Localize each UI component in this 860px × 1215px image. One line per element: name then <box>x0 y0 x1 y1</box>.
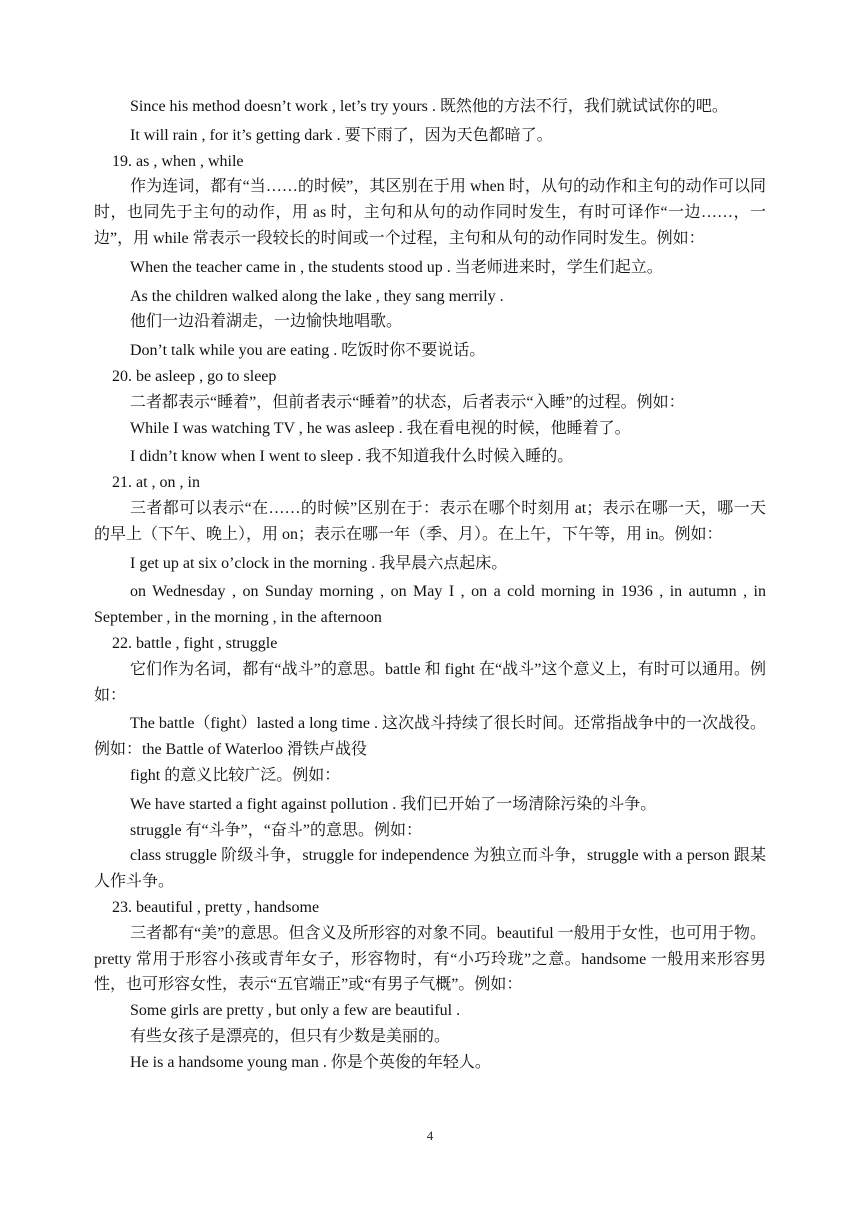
example-line: Since his method doesn’t work , let’s try yours . 既然他的方法不行，我们就试试你的吧。 <box>130 98 728 115</box>
example-line: I didn’t know when I went to sleep . 我不知道我什么时候入睡的。 <box>130 448 574 466</box>
example-line: fight 的意义比较广泛。例如： <box>130 766 341 784</box>
example-line: While I was watching TV , he was asleep . 我在看电视的时候，他睡着了。 <box>130 419 631 437</box>
page-number: 4 <box>426 1128 434 1143</box>
example-line: He is a handsome young man . 你是个英俊的年轻人。 <box>130 1053 491 1071</box>
example-line: As the children walked along the lake , they sang merrily . <box>130 287 504 305</box>
example-line: struggle 有“斗争”，“奋斗”的意思。例如： <box>130 821 422 839</box>
example-line: 有些女孩子是漂亮的，但只有少数是美丽的。 <box>130 1027 451 1045</box>
page-content <box>94 94 766 1075</box>
paragraph: 三者都可以表示“在……的时候”区别在于：表示在哪个时刻用 at；表示在哪一天，哪一天的早上（下午、晚上），用 on；表示在哪一年（季、月）。在上午，下午等，用 in。例如： <box>94 499 766 543</box>
section-heading: 22. battle , fight , struggle <box>112 634 278 652</box>
example-line: Don’t talk while you are eating . 吃饭时你不要说话。 <box>130 342 486 360</box>
example-line: 他们一边沿着湖走，一边愉快地唱歌。 <box>130 313 403 331</box>
paragraph: 它们作为名词，都有“战斗”的意思。battle 和 fight 在“战斗”这个意义上，有时可以通用。例如： <box>94 660 766 704</box>
section-heading: 19. as , when , while <box>112 152 244 170</box>
section-heading: 23. beautiful , pretty , handsome <box>112 898 320 916</box>
section-heading: 21. at , on , in <box>112 474 200 492</box>
example-line: When the teacher came in , the students stood up . 当老师进来时，学生们起立。 <box>130 258 663 276</box>
paragraph: on Wednesday , on Sunday morning , on May I , on a cold morning in 1936 , in autumn , in September , in the morning , in the afternoon <box>94 583 766 627</box>
example-line: Some girls are pretty , but only a few are beautiful . <box>130 1002 461 1020</box>
example-line: 二者都表示“睡着”，但前者表示“睡着”的状态，后者表示“入睡”的过程。例如： <box>130 393 685 411</box>
paragraph: The battle（fight）lasted a long time . 这次战斗持续了很长时间。还常指战争中的一次战役。例如：the Battle of Waterloo 滑铁卢战役 <box>94 715 766 759</box>
example-line: We have started a fight against pollution . 我们已开始了一场清除污染的斗争。 <box>130 795 657 813</box>
paragraph: class struggle 阶级斗争，struggle for independence 为独立而斗争，struggle with a person 跟某人作斗争。 <box>94 847 766 891</box>
paragraph: 三者都有“美”的意思。但含义及所形容的对象不同。beautiful 一般用于女性，也可用于物。pretty 常用于形容小孩或青年女子，形容物时，有“小巧玲珑”之意。handsome 一般用来形容男性，也可形容女性，表示“五官端正”或“有男子气概”。例如： <box>94 924 766 994</box>
example-line: I get up at six o’clock in the morning . 我早晨六点起床。 <box>130 554 508 572</box>
example-line: It will rain , for it’s getting dark . 要下雨了，因为天色都暗了。 <box>130 126 553 144</box>
section-heading: 20. be asleep , go to sleep <box>112 367 277 385</box>
paragraph: 作为连词，都有“当……的时候”，其区别在于用 when 时，从句的动作和主句的动作可以同时，也同先于主句的动作，用 as 时，主句和从句的动作同时发生，有时可译作“一边……，一边”，用 while 常表示一段较长的时间或一个过程，主句和从句的动作同时发生。例如： <box>94 178 766 247</box>
